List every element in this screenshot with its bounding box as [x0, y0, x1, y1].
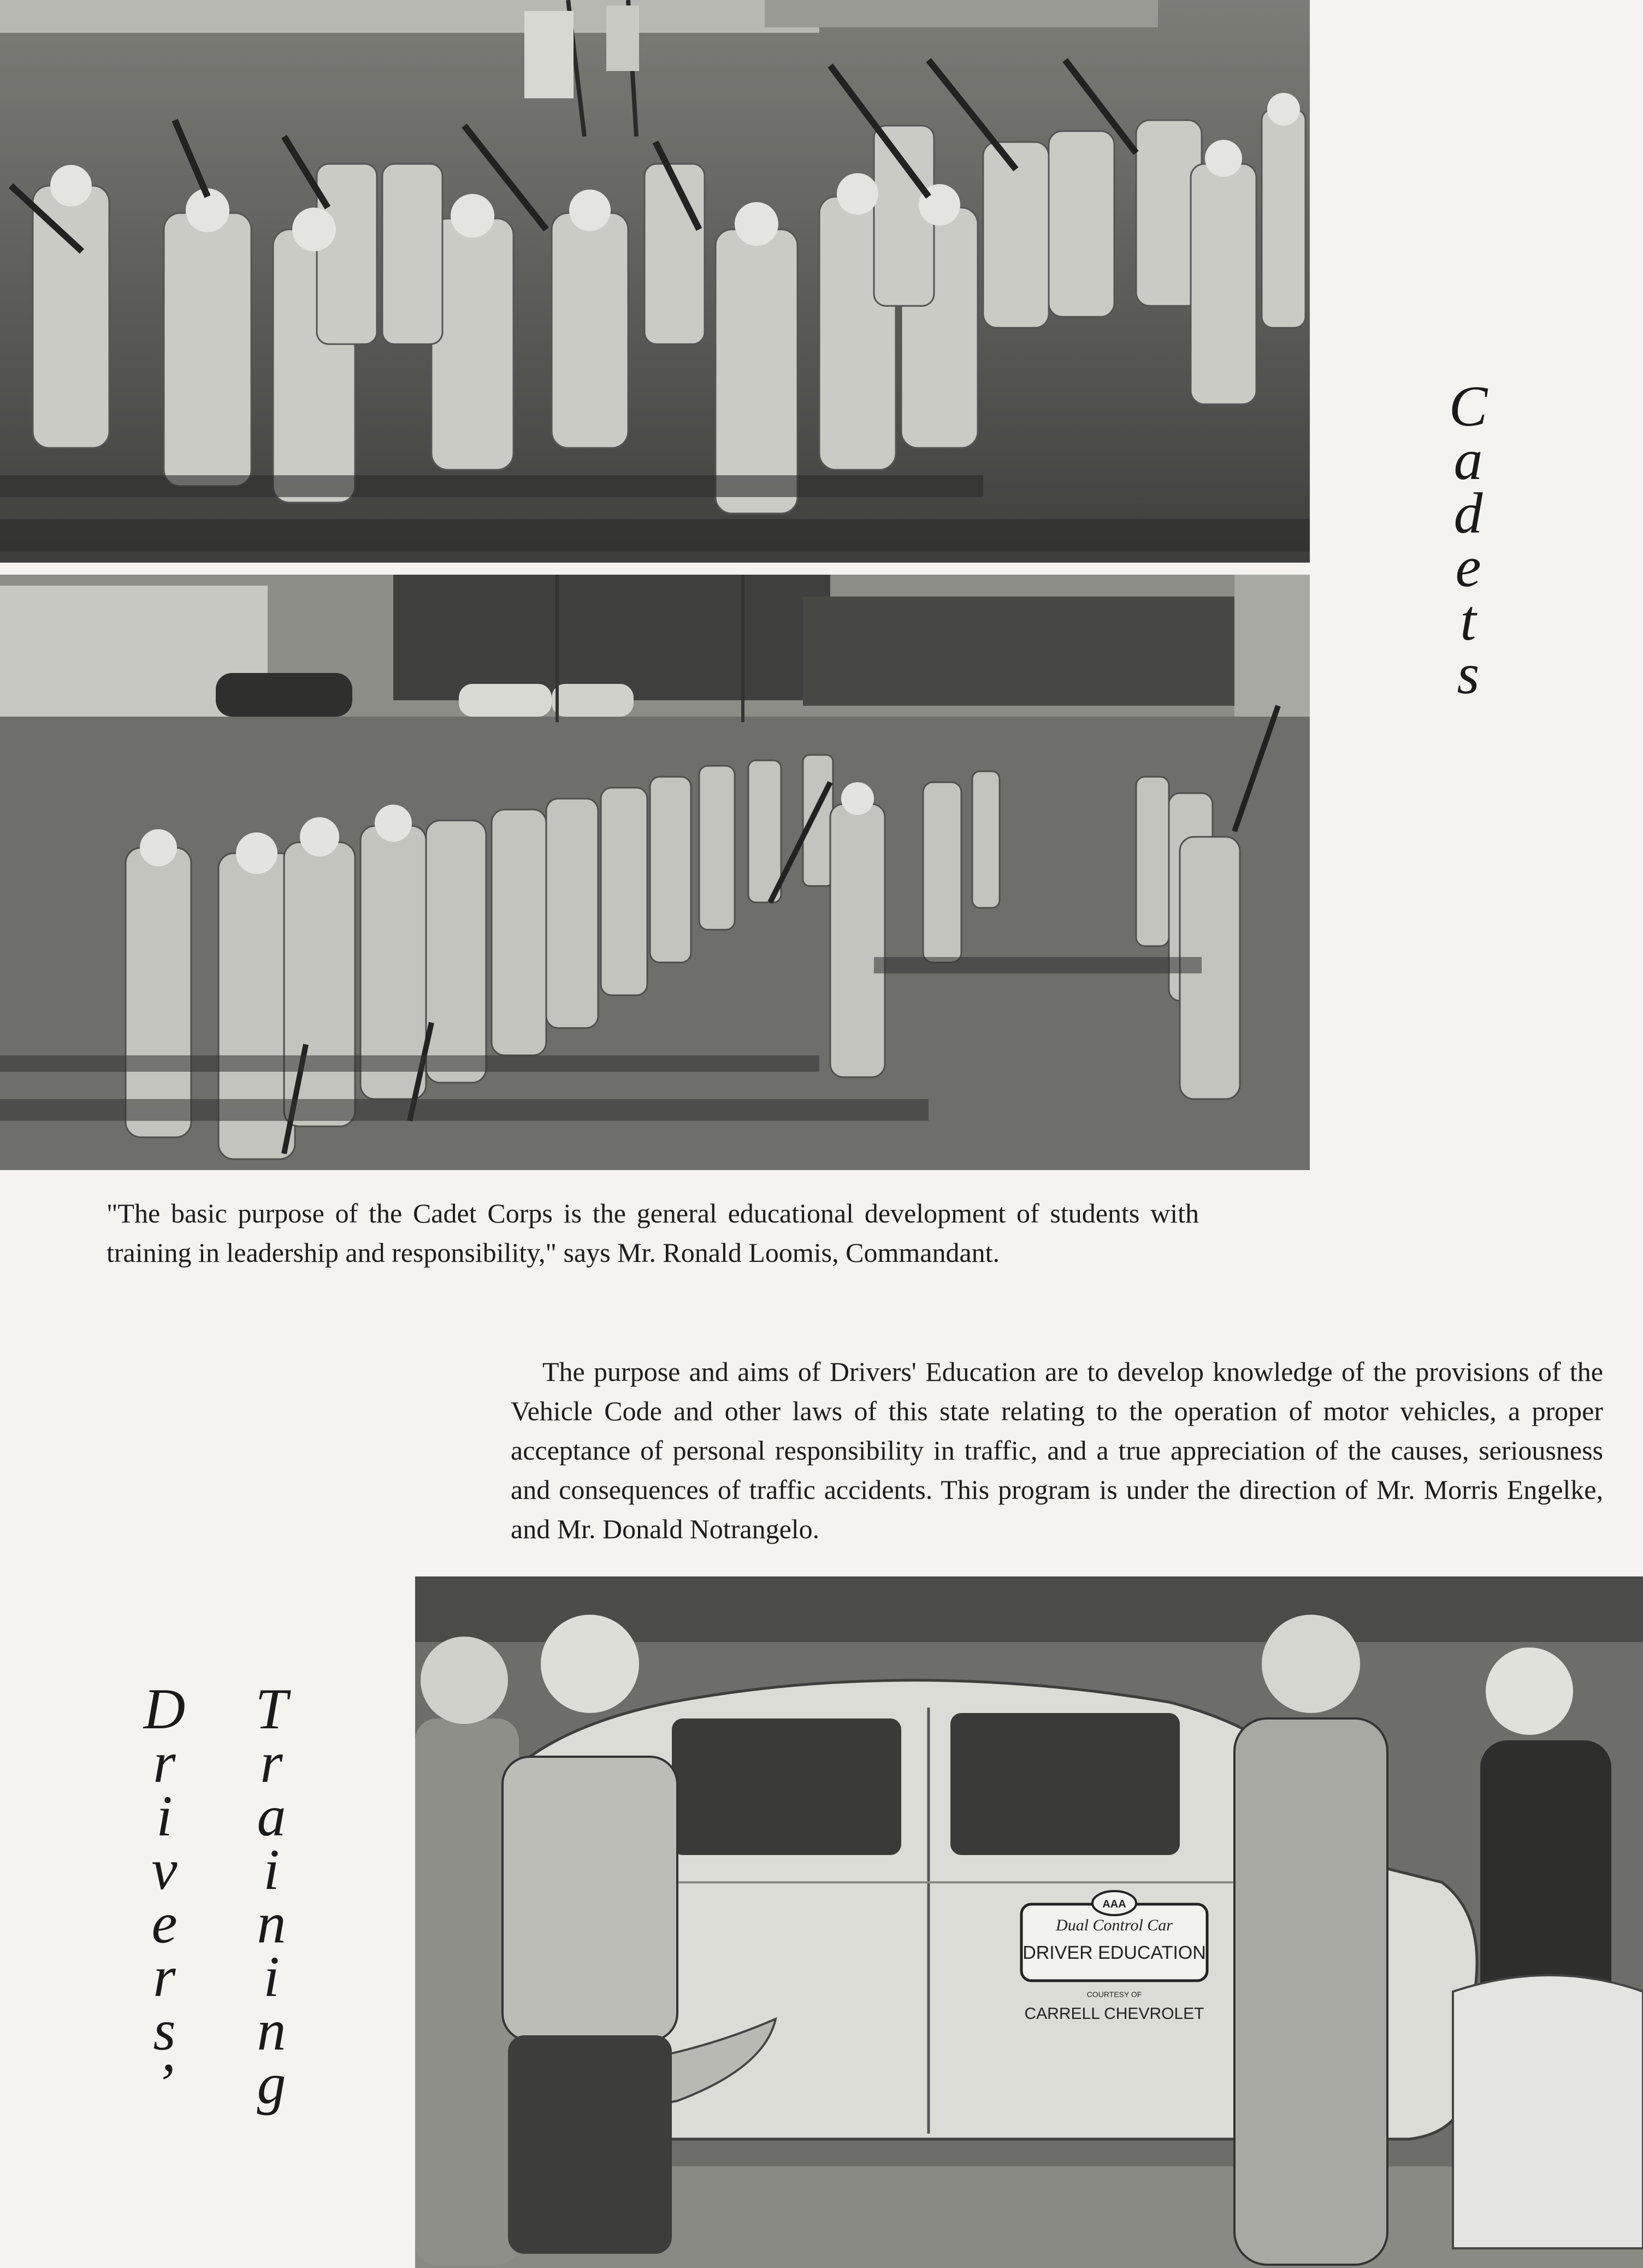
cadets-caption: "The basic purpose of the Cadet Corps is the general educational development of students with training in leadership and responsibility," says Mr. Ronald Loomis, Commandant. — [107, 1198, 1199, 1268]
sign-dealer: CARRELL CHEVROLET — [1024, 2005, 1204, 2023]
title-letter: r — [260, 1730, 283, 1794]
title-letter: e — [1455, 535, 1481, 599]
cadets-formation-photo — [0, 0, 1310, 563]
training-section-title — [236, 1677, 307, 2116]
drivers-section-title — [129, 1677, 200, 2116]
title-letter: T — [255, 1677, 288, 1741]
title-letter: r — [153, 1730, 176, 1794]
title-letter: i — [263, 1945, 280, 2009]
title-letter: e — [151, 1891, 178, 1955]
drivers-training-photo — [415, 1576, 1643, 2268]
title-letter: g — [257, 2052, 286, 2116]
title-letter: i — [263, 1838, 280, 1901]
cadets-section-title — [1435, 374, 1501, 706]
sign-line1: Dual Control Car — [1056, 1916, 1173, 1934]
cadets-drill-photo — [0, 575, 1310, 1170]
sign-badge: AAA — [1102, 1898, 1126, 1910]
title-letter: s — [153, 1998, 176, 2062]
title-letter: n — [257, 1891, 286, 1955]
title-letter: ’ — [155, 2052, 174, 2116]
title-letter: a — [257, 1784, 286, 1848]
title-letter: d — [1453, 481, 1483, 545]
drivers-education-paragraph: The purpose and aims of Drivers' Education are to develop knowledge of the provisions of the Vehicle Code and other laws of this state relating to the operation of motor vehicles, a proper acceptance of personal responsibility in traffic, and a true appreciation of the causes, seriousness and consequences of traffic accidents. This program is under the direction of Mr. Morris Engelke, and Mr. Donald Notrangelo. — [511, 1356, 1603, 1544]
title-letter: a — [1453, 428, 1483, 492]
title-letter: n — [257, 1998, 286, 2062]
title-letter: D — [143, 1677, 186, 1741]
sign-line2: DRIVER EDUCATION — [1023, 1942, 1206, 1963]
title-letter: r — [153, 1945, 176, 2009]
title-letter: v — [151, 1838, 178, 1901]
title-letter: t — [1460, 588, 1476, 652]
title-letter: s — [1457, 642, 1480, 706]
title-letter: C — [1449, 374, 1488, 438]
title-letter: i — [156, 1784, 173, 1848]
sign-courtesy: COURTESY OF — [1086, 1990, 1142, 1999]
